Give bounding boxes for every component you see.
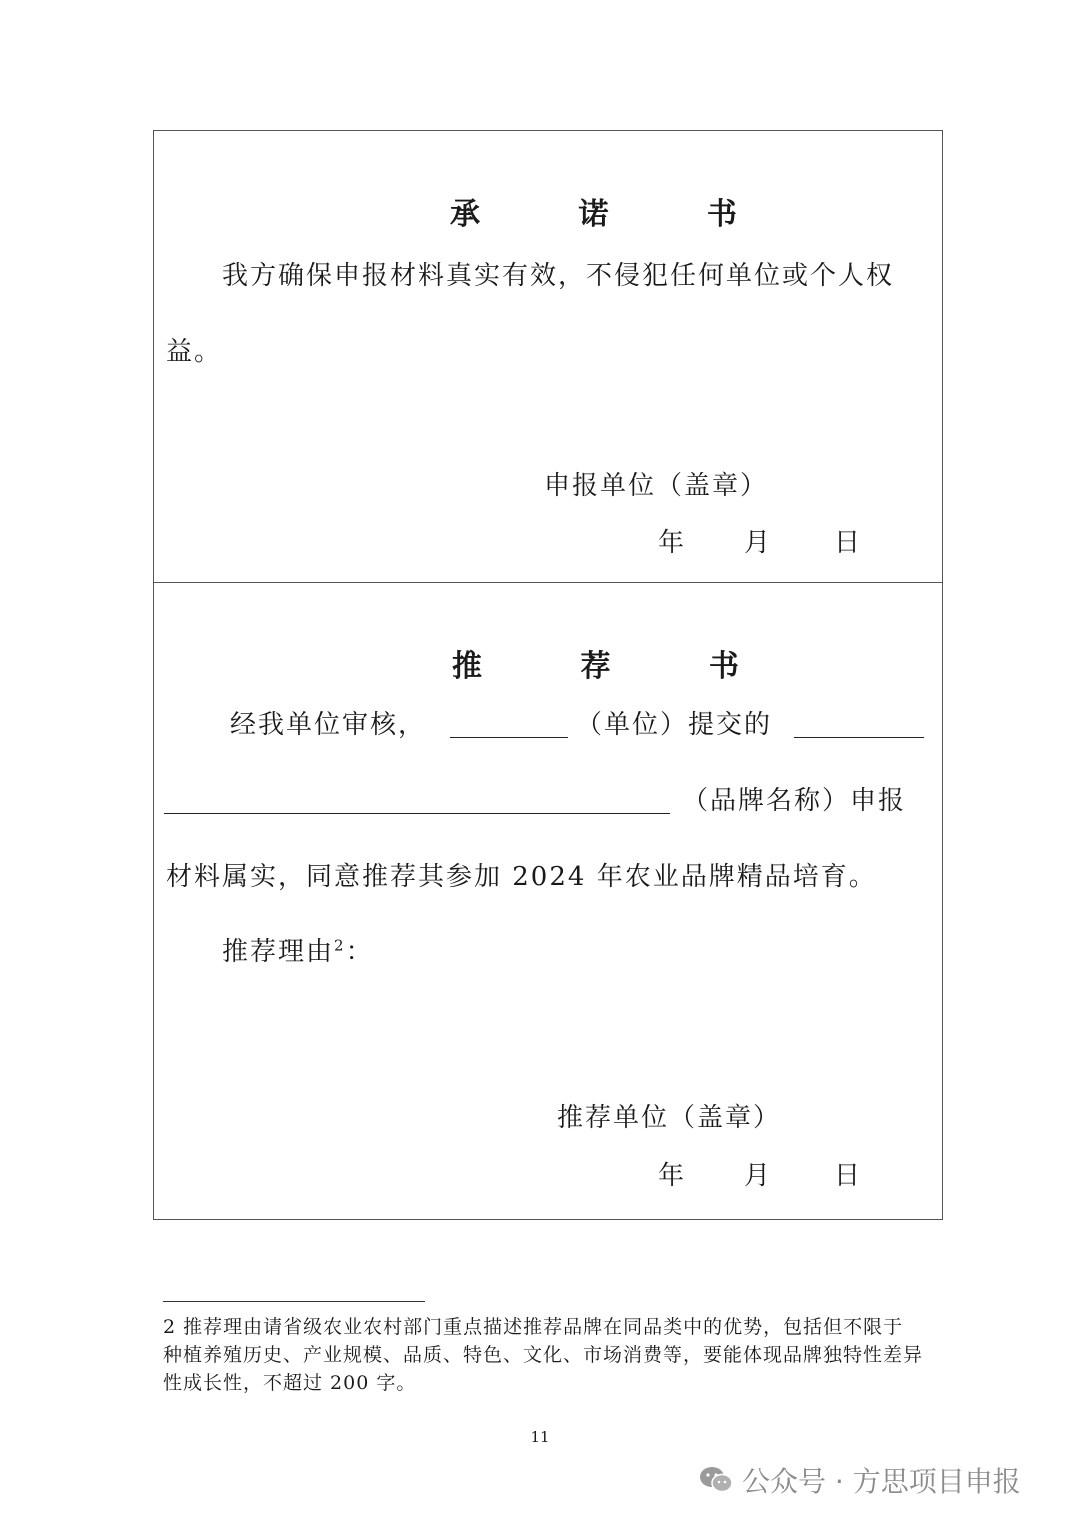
recommendation-line-2: （品牌名称）申报 <box>682 786 907 816</box>
watermark <box>698 1460 1021 1500</box>
commitment-date-year: 年 <box>658 528 687 558</box>
reason-label-text: 推荐理由 <box>222 937 335 967</box>
commitment-section <box>154 131 942 583</box>
recommendation-date-month: 月 <box>744 1161 773 1191</box>
recommendation-line-3: 材料属实，同意推荐其参加 2024 年农业品牌精品培育。 <box>166 862 877 892</box>
wechat-icon <box>698 1465 734 1495</box>
page-number: 11 <box>530 1428 550 1446</box>
recommendation-date-year: 年 <box>658 1161 687 1191</box>
recommendation-signer: 推荐单位（盖章） <box>557 1103 782 1133</box>
commitment-signer: 申报单位（盖章） <box>544 471 769 501</box>
submission-blank[interactable] <box>794 707 924 738</box>
recommendation-title: 推 荐 书 <box>452 649 783 684</box>
reason-colon: ： <box>345 937 374 967</box>
watermark-text: 公众号 · 方思项目申报 <box>742 1465 1021 1498</box>
commitment-title: 承 诺 书 <box>450 197 781 232</box>
form-table <box>153 130 943 1220</box>
footnote-divider <box>163 1301 425 1302</box>
commitment-date-day: 日 <box>834 528 863 558</box>
footnote: 2 推荐理由请省级农业农村部门重点描述推荐品牌在同品类中的优势，包括但不限于种植养殖历史、产业规模、品质、特色、文化、市场消费等，要能体现品牌独特性差异性成长性，不超过 200 字。 <box>163 1316 924 1394</box>
brand-name-blank[interactable] <box>164 783 670 814</box>
unit-blank[interactable] <box>450 707 568 738</box>
commitment-date-month: 月 <box>744 528 773 558</box>
recommendation-section <box>154 583 942 1219</box>
recommendation-date-day: 日 <box>834 1161 863 1191</box>
footnote-marker: 2 <box>334 936 346 955</box>
commitment-line-1: 我方确保申报材料真实有效，不侵犯任何单位或个人权 <box>222 261 895 291</box>
recommendation-line-1b: （单位）提交的 <box>576 710 773 740</box>
recommendation-line-1a: 经我单位审核， <box>230 710 427 740</box>
commitment-line-2: 益。 <box>166 337 223 367</box>
recommendation-reason-label <box>222 931 374 968</box>
